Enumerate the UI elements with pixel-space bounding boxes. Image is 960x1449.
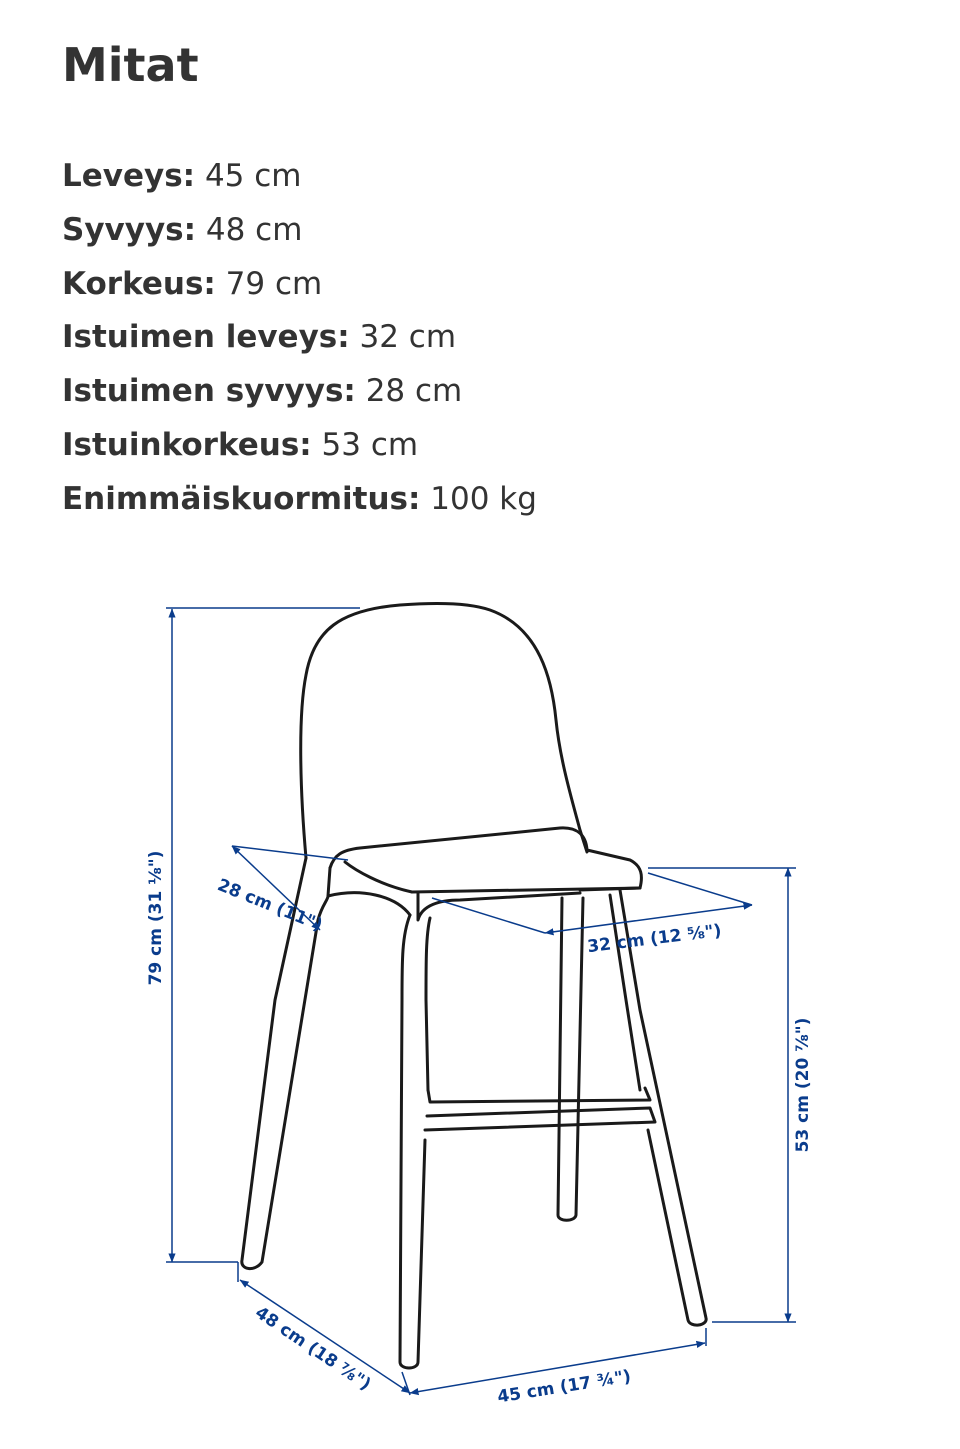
chair-footrest-bottom — [425, 1108, 655, 1130]
spec-label: Leveys: — [62, 158, 196, 194]
seat-depth-label: 28 cm (11") — [214, 875, 326, 936]
chair-leg-back-left — [558, 898, 583, 1220]
page-title: Mitat — [62, 38, 199, 92]
chair-seat-front-edge — [328, 868, 410, 915]
spec-label: Korkeus: — [62, 265, 216, 302]
spec-label: Enimmäiskuormitus: — [62, 480, 421, 517]
spec-value: 53 cm — [321, 426, 419, 463]
seat-width-label: 32 cm (12 ⅝") — [586, 920, 723, 958]
seat-height-label: 53 cm (20 ⅞") — [793, 1017, 813, 1153]
seat-width-ext-right — [648, 873, 752, 905]
spec-value: 79 cm — [225, 265, 323, 302]
depth-label: 48 cm (18 ⅞") — [251, 1302, 375, 1395]
chair-footrest-top — [428, 1088, 650, 1102]
dimension-lines — [166, 608, 796, 1395]
chair-apron — [418, 893, 580, 920]
spec-label: Istuimen syvyys: — [62, 373, 356, 410]
spec-value: 48 cm — [205, 211, 303, 248]
spec-label: Istuimen leveys: — [62, 319, 350, 356]
chair-seat-left-edge — [345, 862, 412, 892]
seat-width-ext-left — [432, 898, 545, 933]
chair-outline — [242, 603, 706, 1368]
spec-label: Istuinkorkeus: — [62, 426, 312, 463]
spec-label: Syvyys: — [62, 211, 197, 248]
height-label: 79 cm (31 ⅛") — [146, 850, 166, 986]
chair-seat-right-edge — [412, 888, 640, 892]
chair-backrest — [301, 603, 587, 858]
spec-value: 32 cm — [359, 319, 457, 356]
spec-value: 28 cm — [365, 373, 463, 410]
depth-dimension-line — [240, 1280, 410, 1393]
spec-value: 100 kg — [430, 480, 537, 517]
width-label: 45 cm (17 ¾") — [496, 1366, 633, 1408]
spec-value: 45 cm — [204, 158, 302, 194]
seat-depth-ext-top — [232, 846, 348, 860]
chair-inner-leg — [426, 918, 430, 1090]
width-ext-left — [402, 1372, 410, 1395]
chair-leg-front-right — [400, 915, 425, 1368]
